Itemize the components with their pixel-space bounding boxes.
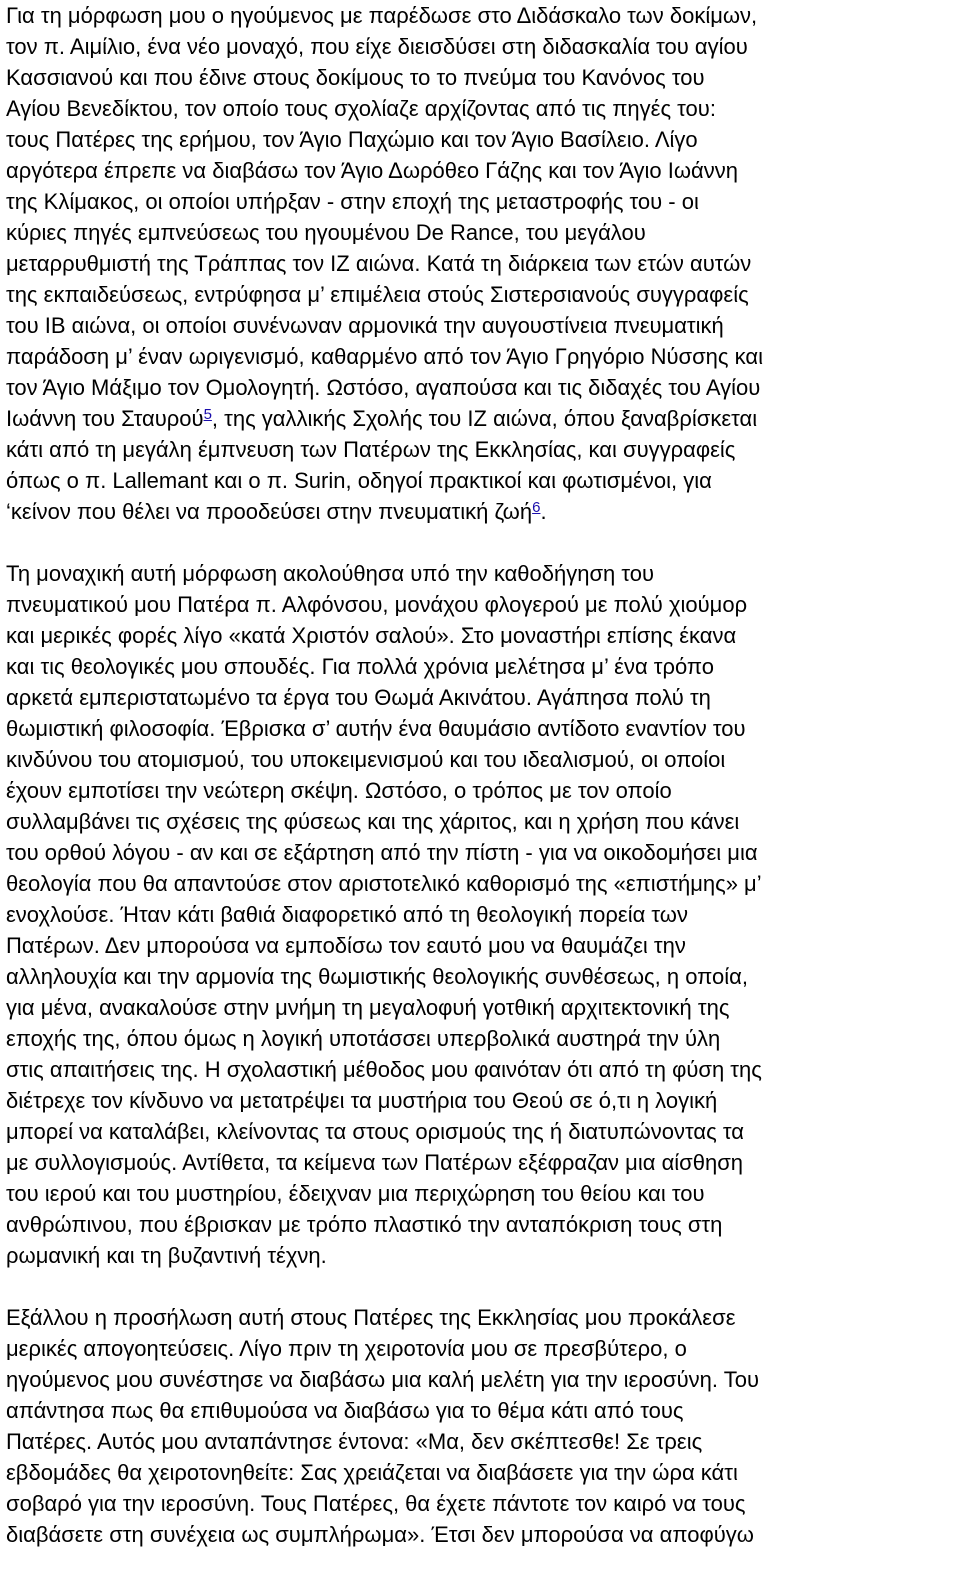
text-segment: ‘κείνον που θέλει να προοδεύσει στην πνευματική ζωή: [6, 499, 533, 524]
text-line-with-footnote: [6, 403, 954, 434]
footnote-5-link[interactable]: 5: [203, 406, 212, 423]
text-line: μερικές απογοητεύσεις. Λίγο πριν τη χειροτονία μου σε πρεσβύτερο, ο: [6, 1336, 687, 1361]
text-line: ρωμανική και τη βυζαντινή τέχνη.: [6, 1243, 327, 1268]
text-line: μεταρρυθμιστή της Τράππας τον ΙΖ αιώνα. Κατά τη διάρκεια των ετών αυτών: [6, 251, 752, 276]
text-segment: Ιωάννη του Σταυρού: [6, 406, 204, 431]
text-segment: .: [540, 499, 547, 524]
text-line: Πατέρων. Δεν μπορούσα να εμποδίσω τον εαυτό μου να θαυμάζει την: [6, 933, 686, 958]
text-line: κάτι από τη μεγάλη έμπνευση των Πατέρων της Εκκλησίας, και συγγραφείς: [6, 437, 736, 462]
text-line: όπως ο π. Lallemant και ο π. Surin, οδηγοί πρακτικοί και φωτισμένοι, για: [6, 468, 712, 493]
text-line: Αγίου Βενεδίκτου, τον οποίο τους σχολίαζε αρχίζοντας από τις πηγές του:: [6, 96, 716, 121]
text-line: έχουν εμποτίσει την νεώτερη σκέψη. Ωστόσο, ο τρόπος με τον οποίο: [6, 778, 672, 803]
text-line: Πατέρες. Αυτός μου ανταπάντησε έντονα: «Μα, δεν σκέπτεσθε! Σε τρεις: [6, 1429, 703, 1454]
text-line: Για τη μόρφωση μου ο ηγούμενος με παρέδωσε στο Διδάσκαλο των δοκίμων,: [6, 3, 758, 28]
text-line: πνευματικού μου Πατέρα π. Αλφόνσου, μονάχου φλογερού με πολύ χιούμορ: [6, 592, 748, 617]
text-line: ενοχλούσε. Ήταν κάτι βαθιά διαφορετικό από τη θεολογική πορεία των: [6, 902, 688, 927]
text-line: Εξάλλου η προσήλωση αυτή στους Πατέρες της Εκκλησίας μου προκάλεσε: [6, 1305, 736, 1330]
text-line: και μερικές φορές λίγο «κατά Χριστόν σαλού». Στο μοναστήρι επίσης έκανα: [6, 623, 737, 648]
text-line: κινδύνου του ατομισμού, του υποκειμενισμού και του ιδεαλισμού, οι οποίοι: [6, 747, 726, 772]
text-line: αργότερα έπρεπε να διαβάσω τον Άγιο Δωρόθεο Γάζης και τον Άγιο Ιωάννη: [6, 158, 738, 183]
text-line: παράδοση μ’ έναν ωριγενισμό, καθαρμένο από τον Άγιο Γρηγόριο Νύσσης και: [6, 344, 763, 369]
text-line: σοβαρό για την ιεροσύνη. Τους Πατέρες, θα έχετε πάντοτε τον καιρό να τους: [6, 1491, 746, 1516]
text-line: με συλλογισμούς. Αντίθετα, τα κείμενα των Πατέρων εξέφραζαν μια αίσθηση: [6, 1150, 744, 1175]
text-line: αρκετά εμπεριστατωμένο τα έργα του Θωμά Ακινάτου. Αγάπησα πολύ τη: [6, 685, 711, 710]
text-line: για μένα, ανακαλούσε στην μνήμη τη μεγαλοφυή γοτθική αρχιτεκτονική της: [6, 995, 730, 1020]
text-line: και τις θεολογικές μου σπουδές. Για πολλά χρόνια μελέτησα μ’ ένα τρόπο: [6, 654, 715, 679]
text-line: τους Πατέρες της ερήμου, τον Άγιο Παχώμιο και τον Άγιο Βασίλειο. Λίγο: [6, 127, 698, 152]
text-line-with-footnote: [6, 496, 954, 527]
text-line: Κασσιανού και που έδινε στους δοκίμους το το πνεύμα του Κανόνος του: [6, 65, 705, 90]
text-line: μπορεί να καταλάβει, κλείνοντας τα στους ορισμούς της ή διατυπώνοντας τα: [6, 1119, 744, 1144]
text-line: θωμιστική φιλοσοφία. Έβρισκα σ’ αυτήν ένα θαυμάσιο αντίδοτο εναντίον του: [6, 716, 746, 741]
text-line: της εκπαιδεύσεως, εντρύφησα μ’ επιμέλεια στούς Σιστερσιανούς συγγραφείς: [6, 282, 749, 307]
paragraph-1: [6, 0, 954, 527]
text-line: απάντησα πως θα επιθυμούσα να διαβάσω για το θέμα κάτι από τους: [6, 1398, 684, 1423]
text-line: του ορθού λόγου - αν και σε εξάρτηση από την πίστη - για να οικοδομήσει μια: [6, 840, 758, 865]
text-line: αλληλουχία και την αρμονία της θωμιστικής θεολογικής συνθέσεως, η οποία,: [6, 964, 748, 989]
text-line: τον Άγιο Μάξιμο τον Ομολογητή. Ωστόσο, αγαπούσα και τις διδαχές του Αγίου: [6, 375, 761, 400]
text-line: της Κλίμακος, οι οποίοι υπήρξαν - στην εποχή της μεταστροφής του - οι: [6, 189, 699, 214]
text-line: ανθρώπινου, που έβρισκαν με τρόπο πλαστικό την ανταπόκριση τους στη: [6, 1212, 723, 1237]
text-line: του ΙΒ αιώνα, οι οποίοι συνένωναν αρμονικά την αυγουστίνεια πνευματική: [6, 313, 724, 338]
text-line: κύριες πηγές εμπνεύσεως του ηγουμένου De Rance, του μεγάλου: [6, 220, 646, 245]
text-line: τον π. Αιμίλιο, ένα νέο μοναχό, που είχε διεισδύσει στη διδασκαλία του αγίου: [6, 34, 748, 59]
text-line: εβδομάδες θα χειροτονηθείτε: Σας χρειάζεται να διαβάσετε για την ώρα κάτι: [6, 1460, 738, 1485]
text-segment: , της γαλλικής Σχολής του ΙΖ αιώνα, όπου ξαναβρίσκεται: [211, 406, 758, 431]
text-line: θεολογία που θα απαντούσε στον αριστοτελικό καθορισμό της «επιστήμης» μ’: [6, 871, 762, 896]
text-line: Τη μοναχική αυτή μόρφωση ακολούθησα υπό την καθοδήγηση του: [6, 561, 655, 586]
text-line: διέτρεχε τον κίνδυνο να μετατρέψει τα μυστήρια του Θεού σε ό,τι η λογική: [6, 1088, 718, 1113]
text-line: ηγούμενος μου συνέστησε να διαβάσω μια καλή μελέτη για την ιεροσύνη. Του: [6, 1367, 760, 1392]
text-line: συλλαμβάνει τις σχέσεις της φύσεως και της χάριτος, και η χρήση που κάνει: [6, 809, 740, 834]
text-line: στις απαιτήσεις της. Η σχολαστική μέθοδος μου φαινόταν ότι από τη φύση της: [6, 1057, 762, 1082]
footnote-6-link[interactable]: 6: [532, 499, 541, 516]
text-line: διαβάσετε στη συνέχεια ως συμπλήρωμα». Έτσι δεν μπορούσα να αποφύγω: [6, 1522, 754, 1547]
text-line: εποχής της, όπου όμως η λογική υποτάσσει υπερβολικά αυστηρά την ύλη: [6, 1026, 721, 1051]
paragraph-3: [6, 1302, 954, 1550]
paragraph-2: [6, 558, 954, 1271]
text-line: του ιερού και του μυστηρίου, έδειχναν μια περιχώρηση του θείου και του: [6, 1181, 705, 1206]
